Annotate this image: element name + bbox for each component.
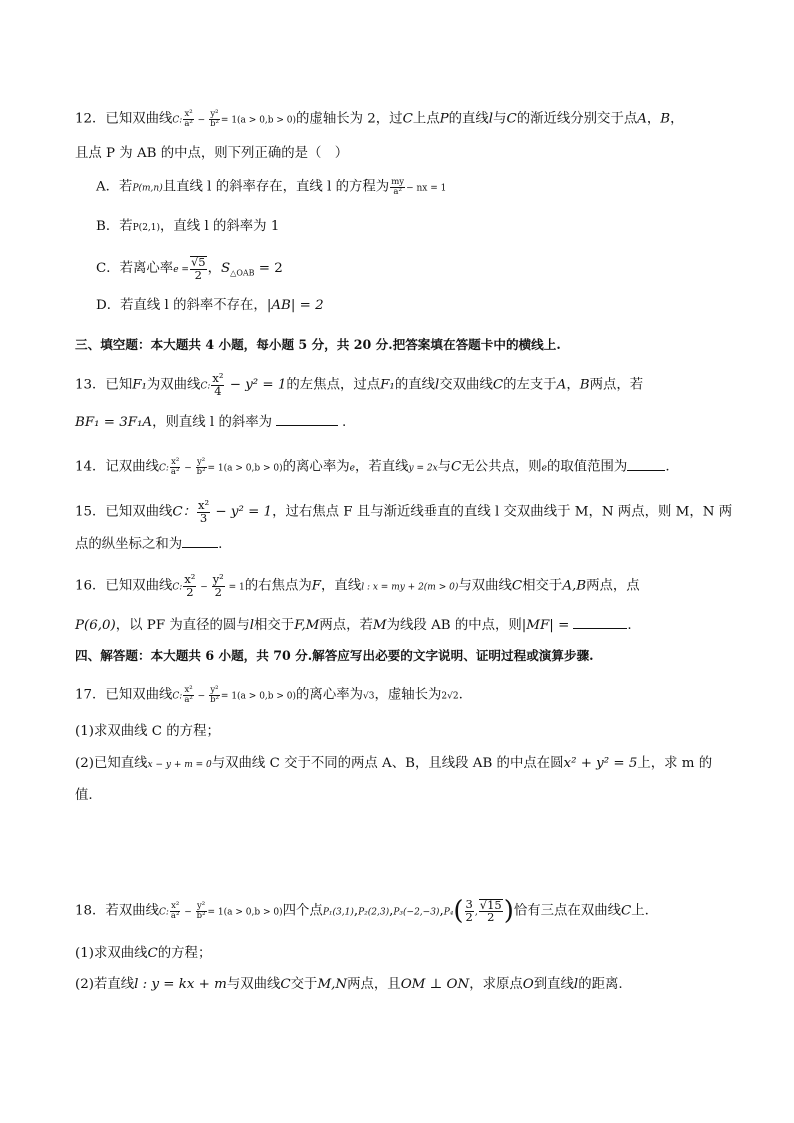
q12-line2: 且点 P 为 AB 的中点，则下列正确的是（ ） — [75, 146, 349, 161]
q17-part1: (1)求双曲线 C 的方程； — [75, 724, 220, 739]
answer-blank[interactable] — [627, 470, 665, 471]
fraction: $\frac{\text{y²}}{2}$ — [212, 572, 224, 599]
fraction: $\frac{\text{x²}}{\text{a²}}$ — [184, 685, 193, 705]
fraction: $\frac{\text{x²}}{\text{a²}}$ — [170, 457, 180, 477]
q12-option-c: C．若离心率e = $\frac{√5}{2}$ ，$S_{\triangle OAB} = 2$ — [96, 255, 283, 282]
q17-part2: (2)已知直线x − y + m = 0与双曲线 C 交于不同的两点 A、B，且线段 AB 的中点在圆x² + y² = 5上，求 m 的 — [75, 756, 713, 771]
fraction: $\frac{\text{y²}}{\text{b²}}$ — [210, 685, 219, 705]
fraction: $\frac{\text{x²}}{4}$ — [212, 371, 224, 398]
fraction: $\frac{\text{y²}}{\text{b²}}$ — [196, 901, 206, 921]
fraction: $\frac{3}{2}$ — [465, 897, 473, 924]
fraction: $\frac{\text{y²}}{\text{b²}}$ — [196, 457, 206, 477]
q18-part2: (2)若直线l : y = kx + m与双曲线C交于M,N两点，且OM ⊥ ON，求原点O到直线l的距离. — [75, 977, 623, 992]
q12-option-a: A．若P(m,n)且直线 l 的斜率存在，直线 l 的方程为 $\frac{my}{\text{a²}}$ − nx = 1 — [96, 177, 447, 197]
q14-line1: 14．记双曲线C: $\frac{\text{x²}}{\text{a²}}$ − $\frac{\text{y²}}{\text{b²}}$ = 1(a > 0,b > 0)的离心率为e，若直线y = 2x与C无公共点，则e的取值范围为 . — [75, 457, 670, 477]
q12-option-b: B．若P(2,1)，直线 l 的斜率为 1 — [96, 219, 280, 234]
q17-part2-cont: 值. — [75, 788, 93, 803]
q12-line1: 12．已知双曲线C: $\frac{\text{x²}}{\text{a²}}$ − $\frac{\text{y²}}{\text{b²}}$ = 1(a > 0,b > 0)的虚轴长为 2，过C上点P的直线l与C的渐近线分别交于点A，B， — [75, 109, 684, 129]
section-3-heading: 三、填空题：本大题共 4 小题，每小题 5 分，共 20 分.把答案填在答题卡中的横线上. — [75, 337, 561, 352]
section-4-heading: 四、解答题：本大题共 6 小题，共 70 分.解答应写出必要的文字说明、证明过程或演算步骤. — [75, 648, 594, 663]
q15-line1: 15．已知双曲线C： $\frac{\text{x²}}{3}$ − y² = 1，过右焦点 F 且与渐近线垂直的直线 l 交双曲线于 M，N 两点，则 M，N 两 — [75, 498, 733, 525]
fraction: $\frac{\text{x²}}{2}$ — [184, 572, 196, 599]
fraction: $\frac{√5}{2}$ — [190, 255, 206, 282]
answer-blank[interactable] — [276, 425, 338, 426]
q13-line2: BF₁ = 3F₁A，则直线 l 的斜率为 . — [75, 415, 347, 430]
q12-option-d: D．若直线 l 的斜率不存在，|AB| = 2 — [96, 298, 324, 313]
answer-blank[interactable] — [573, 628, 627, 629]
q16-line1: 16．已知双曲线C: $\frac{\text{x²}}{2}$ − $\frac{\text{y²}}{2}$ = 1的右焦点为F，直线l : x = my + 2(m > 0)与双曲线C相交于A,B两点，点 — [75, 572, 640, 599]
fraction: $\frac{\text{x²}}{\text{a²}}$ — [170, 901, 180, 921]
q18-part1: (1)求双曲线C的方程； — [75, 946, 212, 961]
q15-line2: 点的纵坐标之和为 . — [75, 537, 223, 552]
fraction: $\frac{√15}{2}$ — [479, 897, 502, 924]
answer-blank[interactable] — [182, 547, 218, 548]
fraction: $\frac{\text{y²}}{\text{b²}}$ — [210, 109, 219, 129]
fraction: $\frac{\text{x²}}{3}$ — [198, 498, 210, 525]
fraction: $\frac{my}{\text{a²}}$ — [391, 177, 405, 197]
q17-line1: 17．已知双曲线C: $\frac{\text{x²}}{\text{a²}}$ − $\frac{\text{y²}}{\text{b²}}$ = 1(a > 0,b > 0)的离心率为√3，虚轴长为2√2. — [75, 685, 463, 705]
q13-line1: 13．已知F₁为双曲线C: $\frac{\text{x²}}{4}$ − y² = 1的左焦点，过点F₁的直线l交双曲线C的左支于A，B两点，若 — [75, 371, 644, 398]
q16-line2: P(6,0)，以 PF 为直径的圆与l相交于F,M两点，若M为线段 AB 的中点，则|MF| = . — [75, 618, 632, 633]
fraction: $\frac{\text{x²}}{\text{a²}}$ — [184, 109, 193, 129]
q18-line1: 18．若双曲线C: $\frac{\text{x²}}{\text{a²}}$ − $\frac{\text{y²}}{\text{b²}}$ = 1(a > 0,b > 0)四个点P₁(3,1),P₂(2,3),P₃(−2,−3),P₄( $\frac{3}{2}$ , $\frac{√15}{2}$ )恰有三点在双曲线C上. — [75, 896, 649, 926]
